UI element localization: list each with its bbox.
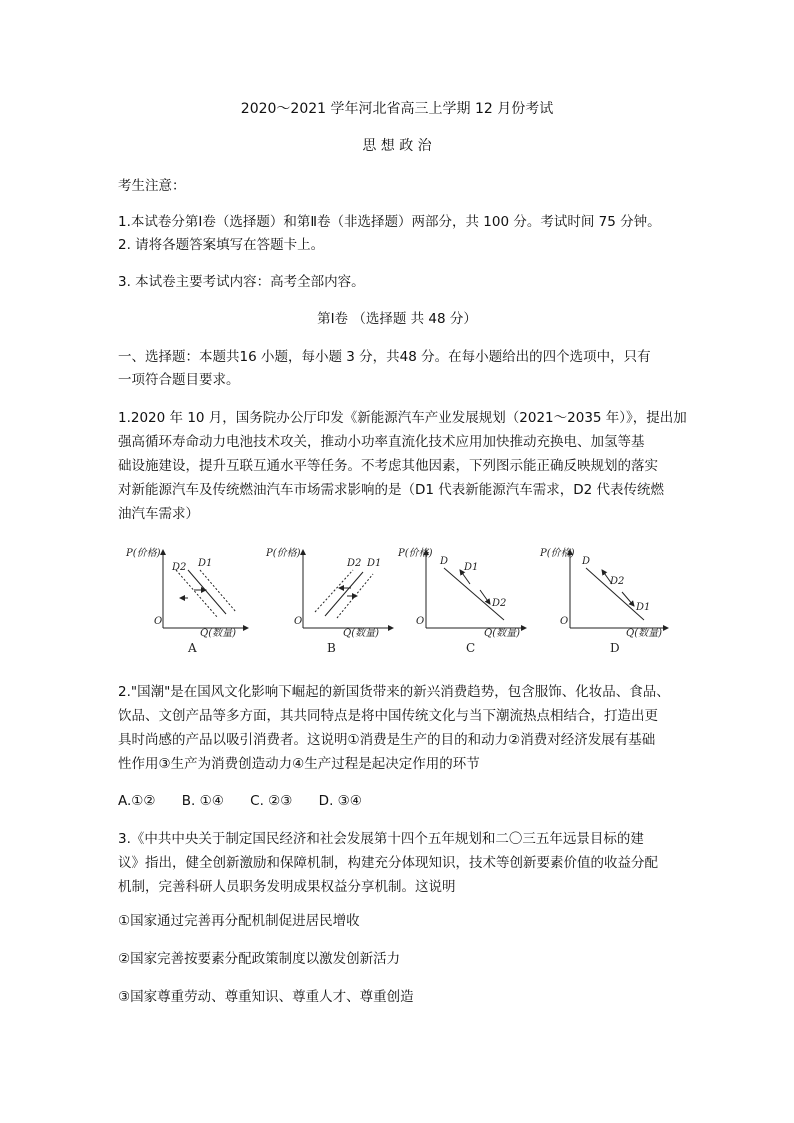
exam-title: 2020～2021 学年河北省高三上学期 12 月份考试 (240, 101, 554, 117)
q3-line-3: 机制，完善科研人员职务发明成果权益分享机制。这说明 (118, 879, 456, 895)
move-arrow-down (622, 592, 634, 606)
q1-line-2: 强高循环寿命动力电池技术攻关，推动小功率直流化技术应用加快推动充换电、加氢等基 (118, 434, 645, 450)
y-axis-label: P(价格) (266, 548, 301, 559)
curve-label-d1: D1 (636, 602, 651, 613)
curve-label-d: D (440, 556, 449, 567)
curve-label-d2: D2 (610, 576, 625, 587)
curve-label-d2: D2 (492, 598, 507, 609)
section-title: 第Ⅰ卷 （选择题 共 48 分） (317, 311, 477, 327)
origin-label: O (294, 616, 303, 627)
y-axis-label: P(价格) (398, 548, 433, 559)
x-axis-label: Q(数量) (484, 628, 521, 639)
curve-label-2: D1 (367, 558, 382, 569)
curve-label-1: D2 (172, 562, 187, 573)
origin-label: O (560, 616, 569, 627)
curve-label-d: D (582, 556, 591, 567)
q2-line-1: 2."国潮"是在国风文化影响下崛起的新国货带来的新兴消费趋势，包含服饰、化妆品、食品、 (118, 684, 670, 700)
figure-c (396, 540, 531, 660)
x-axis-label: Q(数量) (626, 628, 663, 639)
q2-options (118, 792, 384, 810)
x-axis-label: Q(数量) (200, 628, 237, 639)
q1-line-1: 1.2020 年 10 月，国务院办公厅印发《新能源汽车产业发展规划（2021～2035 年）》，提出加 (118, 410, 687, 426)
demand-curve-solid (188, 570, 226, 614)
supply-curve-solid (325, 572, 363, 616)
y-axis-label: P(价格) (540, 548, 575, 559)
notice-item-2: 2. 请将各题答案填写在答题卡上。 (118, 237, 325, 253)
q2-option-b: B. ①④ (181, 793, 224, 809)
figure-d-graph (538, 540, 673, 660)
notice-item-1: 1.本试卷分第Ⅰ卷（选择题）和第Ⅱ卷（非选择题）两部分，共 100 分。考试时间 75 分钟。 (118, 214, 661, 230)
section-instruction-2: 一项符合题目要求。 (118, 372, 240, 388)
origin-label: O (154, 616, 163, 627)
y-axis-label: P(价格) (126, 548, 161, 559)
move-arrow-down (480, 590, 490, 604)
figure-b-graph (263, 540, 398, 660)
q3-statement-1: ①国家通过完善再分配机制促进居民增收 (118, 913, 360, 929)
figure-a (118, 540, 253, 660)
curve-label-1: D2 (347, 558, 362, 569)
figure-a-graph (118, 540, 253, 660)
q2-line-2: 饮品、文创产品等多方面，其共同特点是将中国传统文化与当下潮流热点相结合，打造出更 (118, 708, 658, 724)
q3-line-1: 3.《中共中央关于制定国民经济和社会发展第十四个五年规划和二〇三五年远景目标的建 (118, 831, 644, 847)
demand-curve-dashed-right (200, 570, 236, 612)
q2-option-c: C. ②③ (250, 793, 293, 809)
q2-line-4: 性作用③生产为消费创造动力④生产过程是起决定作用的环节 (118, 756, 480, 772)
demand-curve (444, 568, 507, 620)
figure-caption: A (188, 641, 197, 655)
curve-label-2: D1 (198, 558, 213, 569)
q2-line-3: 具时尚感的产品以吸引消费者。这说明①消费是生产的目的和动力②消费对经济发展有基础 (118, 732, 656, 748)
figure-caption: C (466, 641, 476, 655)
figure-caption: B (327, 641, 336, 655)
notice-item-3: 3. 本试卷主要考试内容：高考全部内容。 (118, 274, 365, 290)
figure-caption: D (610, 641, 620, 655)
curve-label-d1: D1 (464, 562, 479, 573)
section-instruction-1: 一、选择题：本题共16 小题，每小题 3 分，共48 分。在每小题给出的四个选项中，只有 (118, 349, 651, 365)
x-axis-label: Q(数量) (343, 628, 380, 639)
q1-line-4: 对新能源汽车及传统燃油汽车市场需求影响的是（D1 代表新能源汽车需求，D2 代表传统燃 (118, 482, 665, 498)
figure-b (263, 540, 398, 660)
figure-c-graph (396, 540, 531, 660)
q1-line-5: 油汽车需求） (118, 506, 199, 522)
q3-statement-2: ②国家完善按要素分配政策制度以激发创新活力 (118, 951, 401, 967)
q3-line-2: 议》指出，健全创新激励和保障机制，构建充分体现知识，技术等创新要素价值的收益分配 (118, 855, 658, 871)
q1-figures (118, 540, 678, 660)
notice-heading: 考生注意： (118, 178, 186, 194)
q2-option-d: D. ③④ (318, 793, 362, 809)
q1-line-3: 础设施建设，提升互联互通水平等任务。不考虑其他因素，下列图示能正确反映规划的落实 (118, 458, 658, 474)
origin-label: O (416, 616, 425, 627)
figure-d (538, 540, 673, 660)
q3-statement-3: ③国家尊重劳动、尊重知识、尊重人才、尊重创造 (118, 989, 414, 1005)
demand-curve-dashed-left (176, 570, 218, 618)
subject-title: 思 想 政 治 (362, 138, 432, 154)
q2-option-a: A.①② (118, 793, 156, 809)
